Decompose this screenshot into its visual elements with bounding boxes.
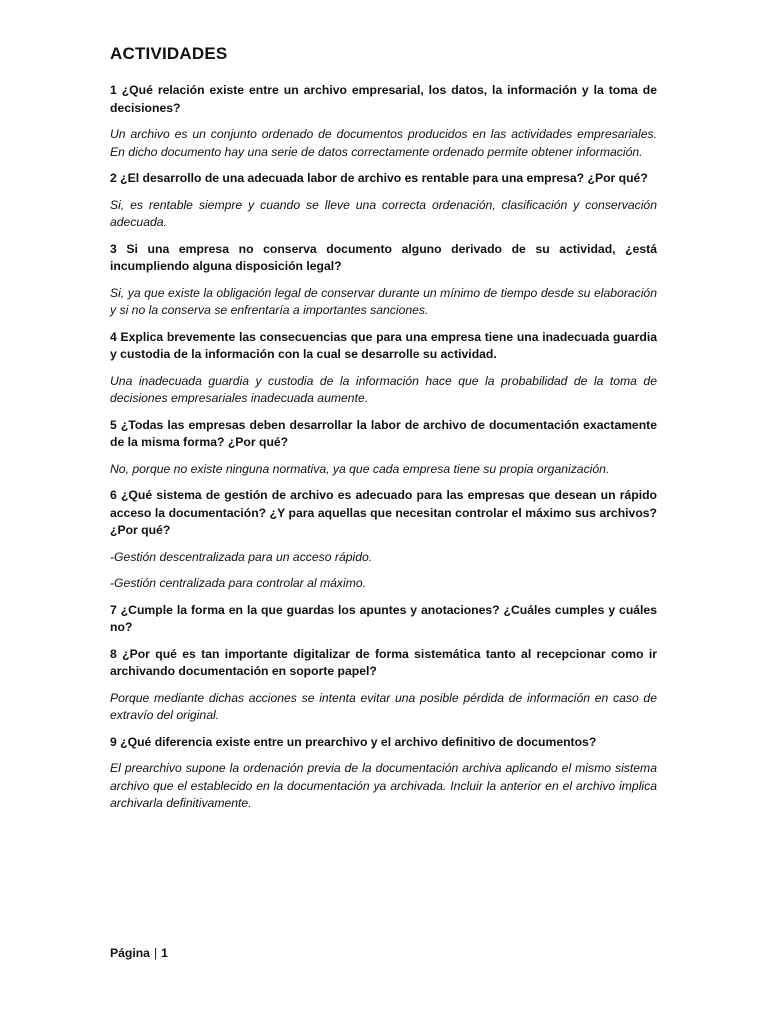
qa-item-1 xyxy=(110,82,657,161)
answer-6a: -Gestión descentralizada para un acceso rápido. xyxy=(110,549,373,564)
answer-2: Si, es rentable siempre y cuando se lleve una correcta ordenación, clasificación y conservación adecuada. xyxy=(110,197,657,229)
qa-item-5 xyxy=(110,417,657,479)
page-footer xyxy=(110,946,168,960)
footer-label: Página xyxy=(110,946,150,960)
qa-item-4 xyxy=(110,329,657,408)
footer-separator: | xyxy=(153,946,158,960)
qa-item-3 xyxy=(110,241,657,320)
question-4: 4 Explica brevemente las consecuencias que para una empresa tiene una inadecuada guardia y custodia de la información con la cual se desarrolle su actividad. xyxy=(110,329,657,361)
answer-8: Porque mediante dichas acciones se intenta evitar una posible pérdida de información en caso de extravío del original. xyxy=(110,690,657,722)
qa-item-6 xyxy=(110,487,657,593)
answer-9: El prearchivo supone la ordenación previa de la documentación archiva aplicando el mismo sistema archivo que el establecido en la documentación ya archivada. Incluir la anterior en el archivo implica archivarla definitivamente. xyxy=(110,761,657,810)
question-5: 5 ¿Todas las empresas deben desarrollar la labor de archivo de documentación exactamente de la misma forma? ¿Por qué? xyxy=(110,417,657,449)
question-8: 8 ¿Por qué es tan importante digitalizar de forma sistemática tanto al recepcionar como ir archivando documentación en soporte papel? xyxy=(110,646,657,678)
question-3: 3 Si una empresa no conserva documento alguno derivado de su actividad, ¿está incumpliendo alguna disposición legal? xyxy=(110,241,657,273)
document-page xyxy=(110,44,657,822)
question-2: 2 ¿El desarrollo de una adecuada labor de archivo es rentable para una empresa? ¿Por qué? xyxy=(110,171,648,185)
qa-item-2 xyxy=(110,170,657,232)
qa-item-7 xyxy=(110,602,657,637)
answer-6b: -Gestión centralizada para controlar al máximo. xyxy=(110,576,367,590)
qa-item-8 xyxy=(110,646,657,725)
answer-1: Un archivo es un conjunto ordenado de documentos producidos en las actividades empresariales. En dicho documento hay una serie de datos correctamente ordenado permite obtener información. xyxy=(110,127,657,159)
question-1: 1 ¿Qué relación existe entre un archivo empresarial, los datos, la información y la toma de decisiones? xyxy=(110,83,657,115)
question-9: 9 ¿Qué diferencia existe entre un prearchivo y el archivo definitivo de documentos? xyxy=(110,734,597,749)
answer-3: Si, ya que existe la obligación legal de conservar durante un mínimo de tiempo desde su elaboración y si no la conserva se enfrentaría a importantes sanciones. xyxy=(110,285,657,317)
question-6: 6 ¿Qué sistema de gestión de archivo es adecuado para las empresas que desean un rápido acceso la documentación? ¿Y para aquellas que necesitan controlar el máximo sus archivos? ¿Por qué? xyxy=(110,488,657,537)
page-title: ACTIVIDADES xyxy=(110,44,228,63)
page-number: 1 xyxy=(161,946,168,960)
question-7: 7 ¿Cumple la forma en la que guardas los apuntes y anotaciones? ¿Cuáles cumples y cuáles no? xyxy=(110,602,657,634)
qa-item-9 xyxy=(110,734,657,813)
answer-5: No, porque no existe ninguna normativa, ya que cada empresa tiene su propia organización. xyxy=(110,461,610,476)
answer-4: Una inadecuada guardia y custodia de la información hace que la probabilidad de la toma de decisiones empresariales inadecuada aumente. xyxy=(110,373,657,405)
